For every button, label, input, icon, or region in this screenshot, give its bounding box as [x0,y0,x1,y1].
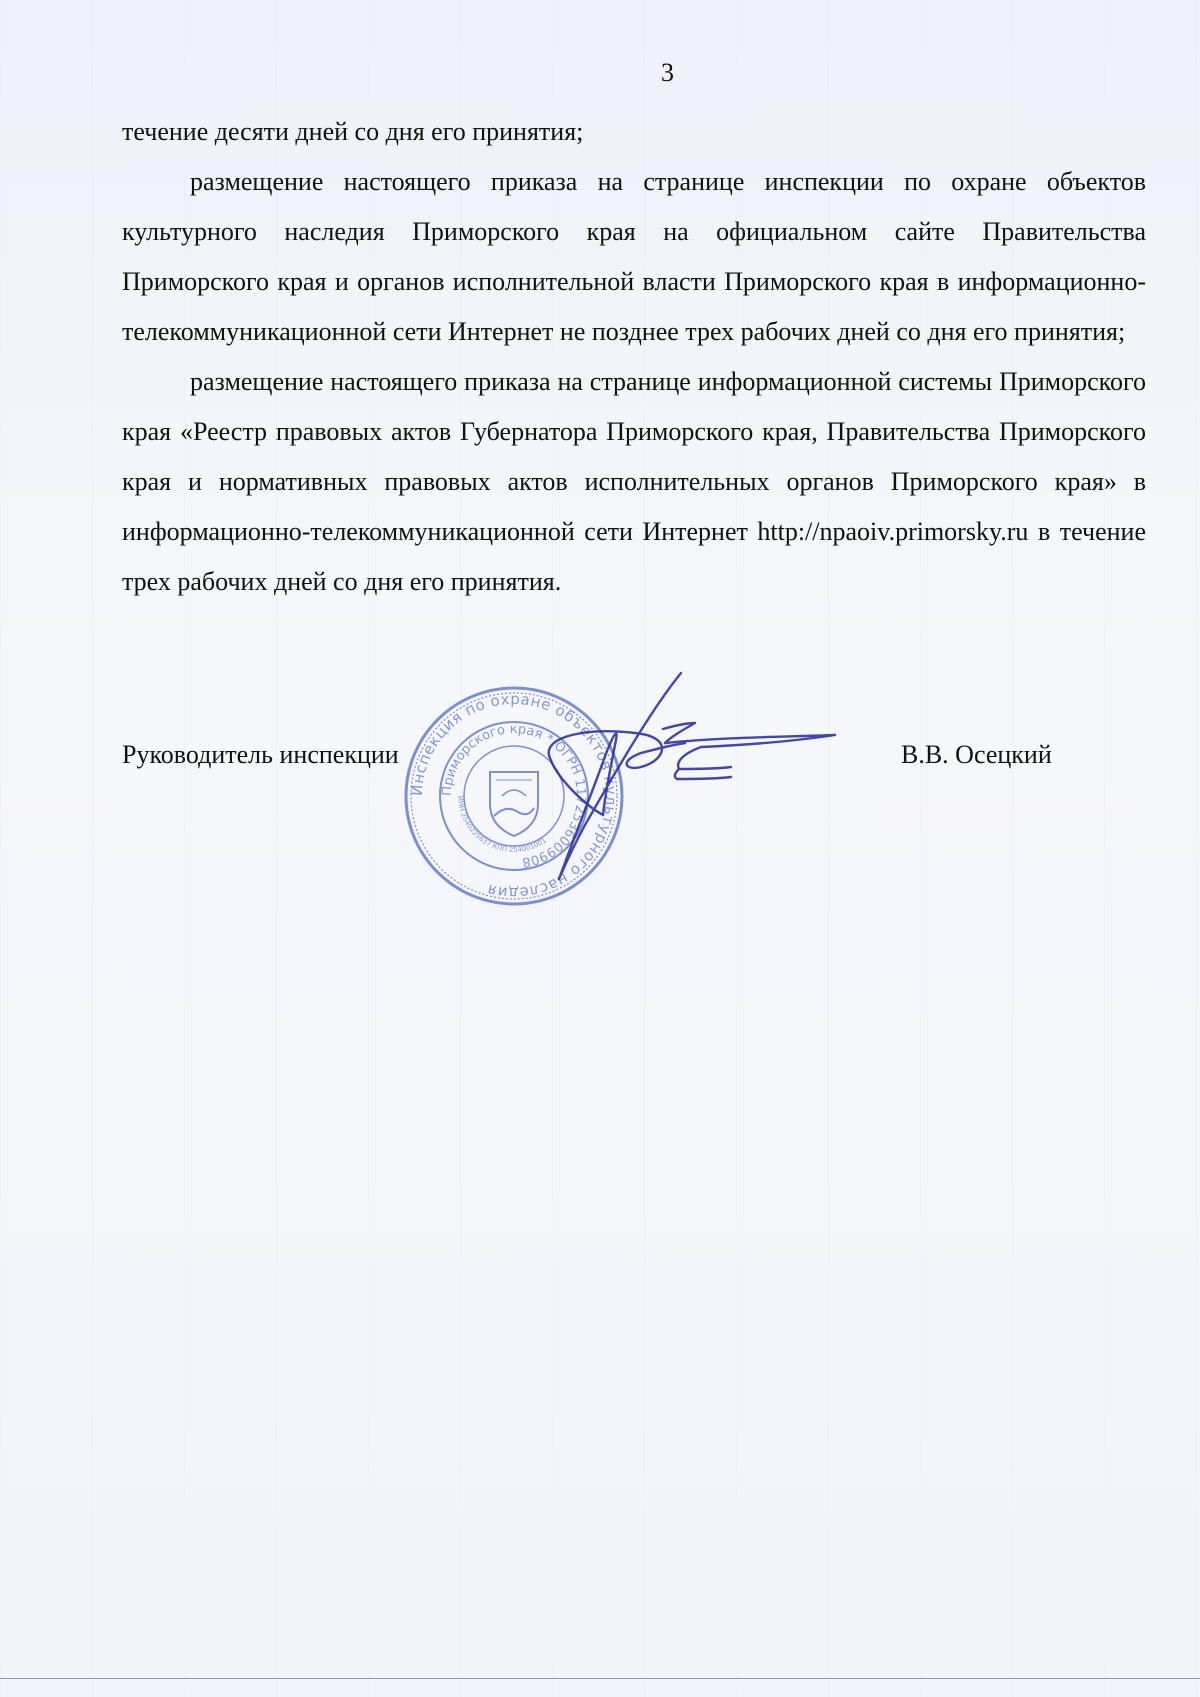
coat-of-arms-icon [490,772,538,836]
handwritten-signature [545,665,855,895]
svg-text:Приморского края * ОГРН 117253: Приморского края * ОГРН 1172536009908 [439,721,589,870]
paragraph-1: течение десяти дней со дня его принятия; [122,117,584,146]
paragraph-3: размещение настоящего приказа на странице информационной системы Приморского края «Реестр правовых актов Губернатора Приморского края, Правительства Приморского края и нормативных правовых актов исполнительных органов Приморского края» в информационно-телекоммуникационной сети Интернет http://npaoiv.primorsky.ru в течение трех рабочих дней со дня его принятия. [122,367,1146,596]
signer-position: Руководитель инспекции [122,740,399,769]
page-number: 3 [661,58,674,87]
svg-text:Инспекция по охране объектов к: Инспекция по охране объектов культурного наследия [407,689,621,903]
document-body [122,107,1146,607]
bottom-edge-rule [0,1678,1200,1679]
svg-text:ИНН 2540225637 КПП 254001001: ИНН 2540225637 КПП 254001001 [455,795,549,855]
paragraph-2: размещение настоящего приказа на странице инспекции по охране объектов культурного наследия Приморского края на официальном сайте Правительства Приморского края и органов исполнительной власти Приморского края в информационно-телекоммуникационной сети Интернет не позднее трех рабочих дней со дня его принятия; [122,167,1146,346]
signer-name: В.В. Осецкий [901,740,1052,769]
